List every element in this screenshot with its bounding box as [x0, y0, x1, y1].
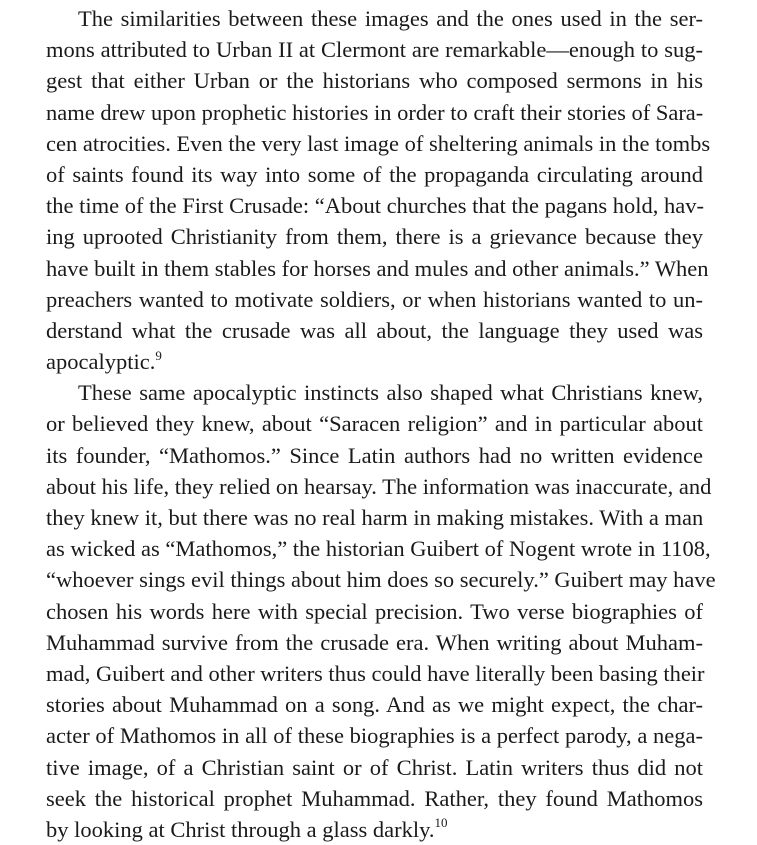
text-line: cen atrocities. Even the very last image of sheltering animals in the tombs: [46, 130, 711, 156]
text-line: “whoever sings evil things about him does so securely.” Guibert may have: [46, 567, 716, 593]
text-line: Muhammad survive from the crusade era. When writing about Muham-: [46, 629, 703, 655]
paragraph-1: [46, 3, 711, 377]
text-line: mad, Guibert and other writers thus could have literally been basing their: [46, 660, 705, 686]
text-line: mons attributed to Urban II at Clermont are remarkable—enough to sug-: [46, 37, 703, 63]
footnote-marker[interactable]: 9: [155, 347, 162, 363]
text-line-last: [46, 814, 703, 845]
footnote-marker[interactable]: 10: [434, 815, 448, 831]
text-line: ing uprooted Christianity from them, there is a grievance because they: [46, 224, 703, 250]
text-line: stories about Muhammad on a song. And as we might expect, the char-: [46, 692, 703, 718]
text-line: have built in them stables for horses and mules and other animals.” When: [46, 255, 709, 281]
page-text: [46, 3, 716, 845]
text-line: tive image, of a Christian saint or of Christ. Latin writers thus did not: [46, 754, 703, 780]
text-line: of saints found its way into some of the propaganda circulating around: [46, 161, 703, 187]
text-line: chosen his words here with special precision. Two verse biographies of: [46, 598, 703, 624]
text-line: as wicked as “Mathomos,” the historian Guibert of Nogent wrote in 1108,: [46, 536, 711, 562]
text-line: These same apocalyptic instincts also shaped what Christians knew,: [78, 380, 703, 406]
text-line-content: apocalyptic.: [46, 349, 156, 375]
text-line: its founder, “Mathomos.” Since Latin authors had no written evidence: [46, 442, 703, 468]
text-line: acter of Mathomos in all of these biographies is a perfect parody, a nega-: [46, 723, 703, 749]
text-line: about his life, they relied on hearsay. The information was inaccurate, and: [46, 473, 712, 499]
text-line-content: by looking at Christ through a glass darkly.: [46, 816, 435, 842]
text-line: The similarities between these images and the ones used in the ser-: [78, 6, 703, 31]
text-line: they knew it, but there was no real harm in making mistakes. With a man: [46, 505, 704, 530]
text-line: or believed they knew, about “Saracen religion” and in particular about: [46, 411, 703, 437]
text-line: the time of the First Crusade: “About churches that the pagans hold, hav-: [46, 193, 704, 219]
text-line: seek the historical prophet Muhammad. Rather, they found Mathomos: [46, 785, 703, 811]
text-line: derstand what the crusade was all about, the language they used was: [46, 317, 703, 343]
text-line-last: [46, 346, 703, 377]
paragraph-2: [46, 377, 716, 845]
text-line: gest that either Urban or the historians who composed sermons in his: [46, 68, 703, 94]
text-line: name drew upon prophetic histories in order to craft their stories of Sara-: [46, 99, 704, 125]
text-line: preachers wanted to motivate soldiers, or when historians wanted to un-: [46, 286, 703, 312]
